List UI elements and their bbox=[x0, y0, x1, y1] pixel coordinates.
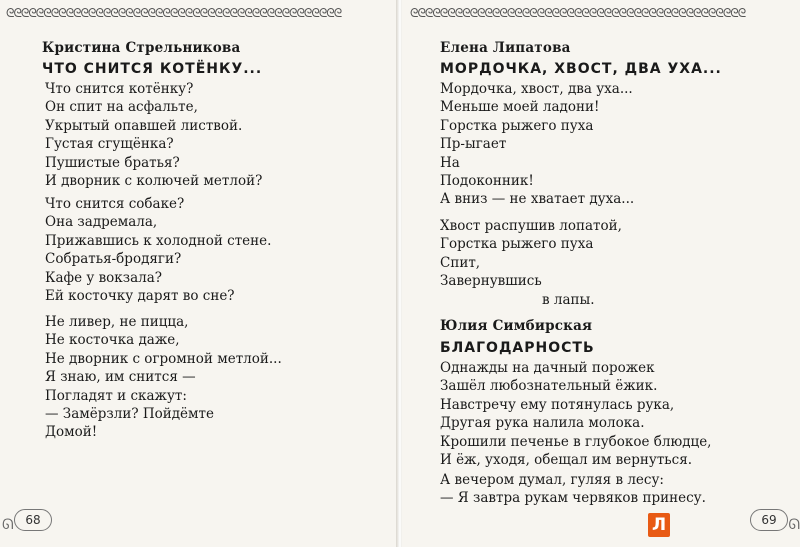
poem-line: Горстка рыжего пуха bbox=[440, 117, 594, 134]
poem-line: Не дворник с огромной метлой... bbox=[45, 350, 282, 367]
page-number bbox=[738, 509, 798, 533]
poem-line: Пушистые братья? bbox=[45, 154, 180, 171]
poem-line: Другая рука налила молока. bbox=[440, 415, 645, 432]
poem-title: БЛАГОДАРНОСТЬ bbox=[440, 340, 595, 356]
poem-line: Мордочка, хвост, два уха... bbox=[440, 81, 633, 97]
poem-line: А вниз — не хватает духа... bbox=[440, 191, 635, 207]
poem-line: Спит, bbox=[440, 254, 481, 271]
poem-line: На bbox=[440, 154, 460, 171]
poem-line: — Замёрзли? Пойдёмте bbox=[45, 406, 215, 423]
poem-line: Не ливер, не пицца, bbox=[45, 314, 189, 330]
poem-line: Она задремала, bbox=[45, 214, 158, 231]
stanza bbox=[45, 80, 262, 190]
stanza bbox=[440, 80, 633, 190]
stanza bbox=[45, 195, 271, 305]
poem-line: Ей косточку дарят во сне? bbox=[45, 288, 235, 305]
poem-title: МОРДОЧКА, ХВОСТ, ДВА УХА... bbox=[440, 61, 722, 77]
labirint-logo-icon: Л bbox=[648, 513, 670, 537]
poem-line: Собратья-бродяги? bbox=[45, 251, 182, 268]
poem-line: в лапы. bbox=[542, 291, 595, 308]
poem-line: Зашёл любознательный ёжик. bbox=[440, 378, 658, 395]
poem-line: Густая сгущёнка? bbox=[45, 136, 174, 153]
poem-line: Не косточка даже, bbox=[45, 332, 180, 349]
poem-line: Он спит на асфальте, bbox=[45, 99, 198, 116]
poem-line: А вечером думал, гуляя в лесу: bbox=[440, 472, 664, 488]
stanza bbox=[440, 359, 711, 469]
poem-line: Я знаю, им снится — bbox=[45, 369, 196, 386]
flourish-icon: ᘏ bbox=[2, 517, 12, 533]
poem-line: Кафе у вокзала? bbox=[45, 269, 163, 286]
poem-line: Хвост распушив лопатой, bbox=[440, 218, 622, 234]
stanza bbox=[45, 313, 282, 442]
author-name: Кристина Стрельникова bbox=[42, 40, 241, 56]
poem-line: Крошили печенье в глубокое блюдце, bbox=[440, 433, 712, 450]
poem-line: И ёж, уходя, обещал им вернуться. bbox=[440, 452, 693, 469]
page-number-label: 69 bbox=[750, 509, 788, 531]
poem-line: Навстречу ему потянулась рука, bbox=[440, 396, 675, 413]
left-page bbox=[0, 0, 398, 547]
poem-line: Меньше моей ладони! bbox=[440, 99, 600, 116]
poem-line: Подоконник! bbox=[440, 173, 534, 190]
author-name: Елена Липатова bbox=[440, 40, 571, 56]
poem-line: Горстка рыжего пуха bbox=[440, 236, 594, 253]
stanza bbox=[440, 217, 622, 309]
poem-line: Что снится котёнку? bbox=[45, 81, 194, 97]
author-name: Юлия Симбирская bbox=[440, 318, 593, 334]
top-border-ornament: ᘓᘓᘓᘓᘓᘓᘓᘓᘓᘓᘓᘓᘓᘓᘓᘓᘓᘓᘓᘓᘓᘓᘓᘓᘓᘓᘓᘓᘓᘓᘓᘓᘓᘓᘓᘓᘓᘓᘓᘓᘓᘓᘓᘓᘓ bbox=[6, 6, 342, 20]
poem-line: И дворник с колючей метлой? bbox=[45, 173, 263, 190]
poem-line: — Я завтра рукам червяков принесу. bbox=[440, 490, 706, 507]
page-number-label: 68 bbox=[14, 509, 52, 531]
poem-line: Пр-ыгает bbox=[440, 136, 507, 153]
poem-line: Однажды на дачный порожек bbox=[440, 360, 655, 376]
poem-line: Прижавшись к холодной стене. bbox=[45, 232, 272, 249]
page-number bbox=[2, 509, 62, 533]
poem-line: Укрытый опавшей листвой. bbox=[45, 117, 243, 134]
poem-line: Что снится собаке? bbox=[45, 196, 185, 212]
top-border-ornament: ᘓᘓᘓᘓᘓᘓᘓᘓᘓᘓᘓᘓᘓᘓᘓᘓᘓᘓᘓᘓᘓᘓᘓᘓᘓᘓᘓᘓᘓᘓᘓᘓᘓᘓᘓᘓᘓᘓᘓᘓᘓᘓᘓᘓᘓ bbox=[410, 6, 746, 20]
right-page bbox=[402, 0, 800, 547]
poem-line: Домой! bbox=[45, 424, 98, 441]
stanza bbox=[440, 190, 634, 208]
flourish-icon: ᘏ bbox=[788, 517, 798, 533]
stanza bbox=[440, 471, 706, 508]
poem-line: Завернувшись bbox=[440, 273, 542, 290]
poem-line: Погладят и скажут: bbox=[45, 387, 187, 404]
poem-title: ЧТО СНИТСЯ КОТЁНКУ... bbox=[42, 61, 263, 77]
